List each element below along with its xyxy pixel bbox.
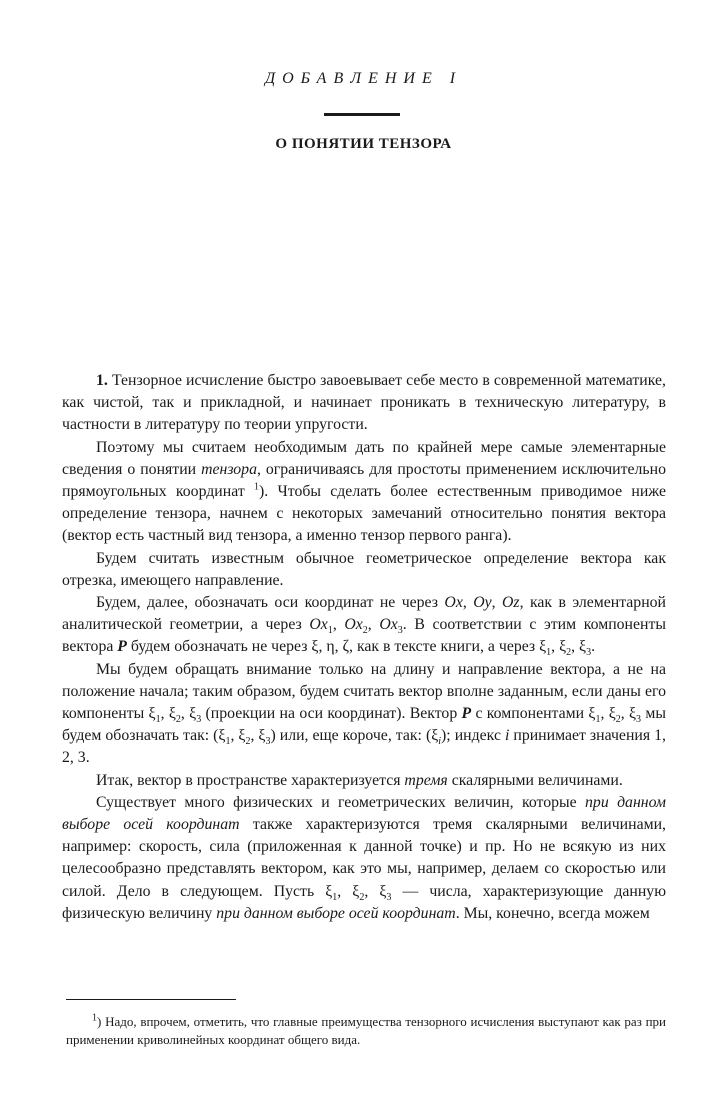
footnote (66, 1013, 666, 1049)
paragraph-3: Будем считать известным обычное геометрическое определение вектора как отрезка, имеющего направление. (62, 549, 666, 589)
section-number: 1. (96, 372, 108, 389)
paragraph-5: Мы будем обращать внимание только на длину и направление вектора, а не на положение начала; таким образом, будем считать вектор вполне заданным, если даны его компоненты $\xi_1$, $\xi_2$, $\xi_3$ (проекции на оси координат). Вектор P с компонентами $\xi_1$, $\xi_2$, $\xi_3$ мы будем обозначать так: ($\xi_1$, $\xi_2$, $\xi_3$) или, еще короче, так: $(\xi_i)$; индекс i принимает значения 1, 2, 3. (62, 660, 666, 767)
paragraph-6: Итак, вектор в пространстве характеризуется тремя скалярными величинами. (96, 771, 623, 789)
paragraph-2: Поэтому мы считаем необходимым дать по крайней мере самые элементарные сведения о понятии тензора, ограничиваясь для простоты применением исключительно прямоугольных координат $^1$). Чтобы сделать более естественным приводимое ниже определение тензора, начнем с некоторых замечаний относительно понятия вектора (вектор есть частный вид тензора, а именно тензор первого ранга). (62, 438, 666, 545)
footnote-mark: 1 (92, 1012, 97, 1024)
footnote-text: ) Надо, впрочем, отметить, что главные преимущества тензорного исчисления выступают как раз при применении криволинейных координат общего вида. (66, 1014, 666, 1047)
body-text (62, 370, 666, 925)
paragraph-1: 1. Тензорное исчисление быстро завоевывает себе место в современной математике, как чистой, так и прикладной, и начинает проникать в техническую литературу, в частности в литературу по теории упругости. (62, 372, 666, 434)
title-rule (324, 113, 400, 116)
section-label: ДОБАВЛЕНИЕ I (264, 70, 463, 87)
paragraph-4: Будем, далее, обозначать оси координат не через Ox, Oy, Oz, как в элементарной аналитической геометрии, а через $Ox_1$, $Ox_2$, $Ox_3$. В соответствии с этим компоненты вектора P будем обозначать не через ξ, η, ζ, как в тексте книги, а через $\xi_1$, $\xi_2$, $\xi_3$. (62, 594, 667, 659)
footnote-rule (66, 999, 236, 1000)
page-title: О ПОНЯТИИ ТЕНЗОРА (275, 136, 452, 152)
paragraph-7: Существует много физических и геометрических величин, которые при данном выборе осей координат также характеризуются тремя скалярными величинами, например: скорость, сила (приложенная к данной точке) и пр. Но не всякую из них целесообразно представлять вектором, как это мы, например, делаем со скоростью или силой. Дело в следующем. Пусть $\xi_1$, $\xi_2$, $\xi_3$ — числа, характеризующие данную физическую величину при данном выборе осей координат. Мы, конечно, всегда можем (62, 793, 667, 922)
footnote-marker: 1 (254, 481, 259, 493)
